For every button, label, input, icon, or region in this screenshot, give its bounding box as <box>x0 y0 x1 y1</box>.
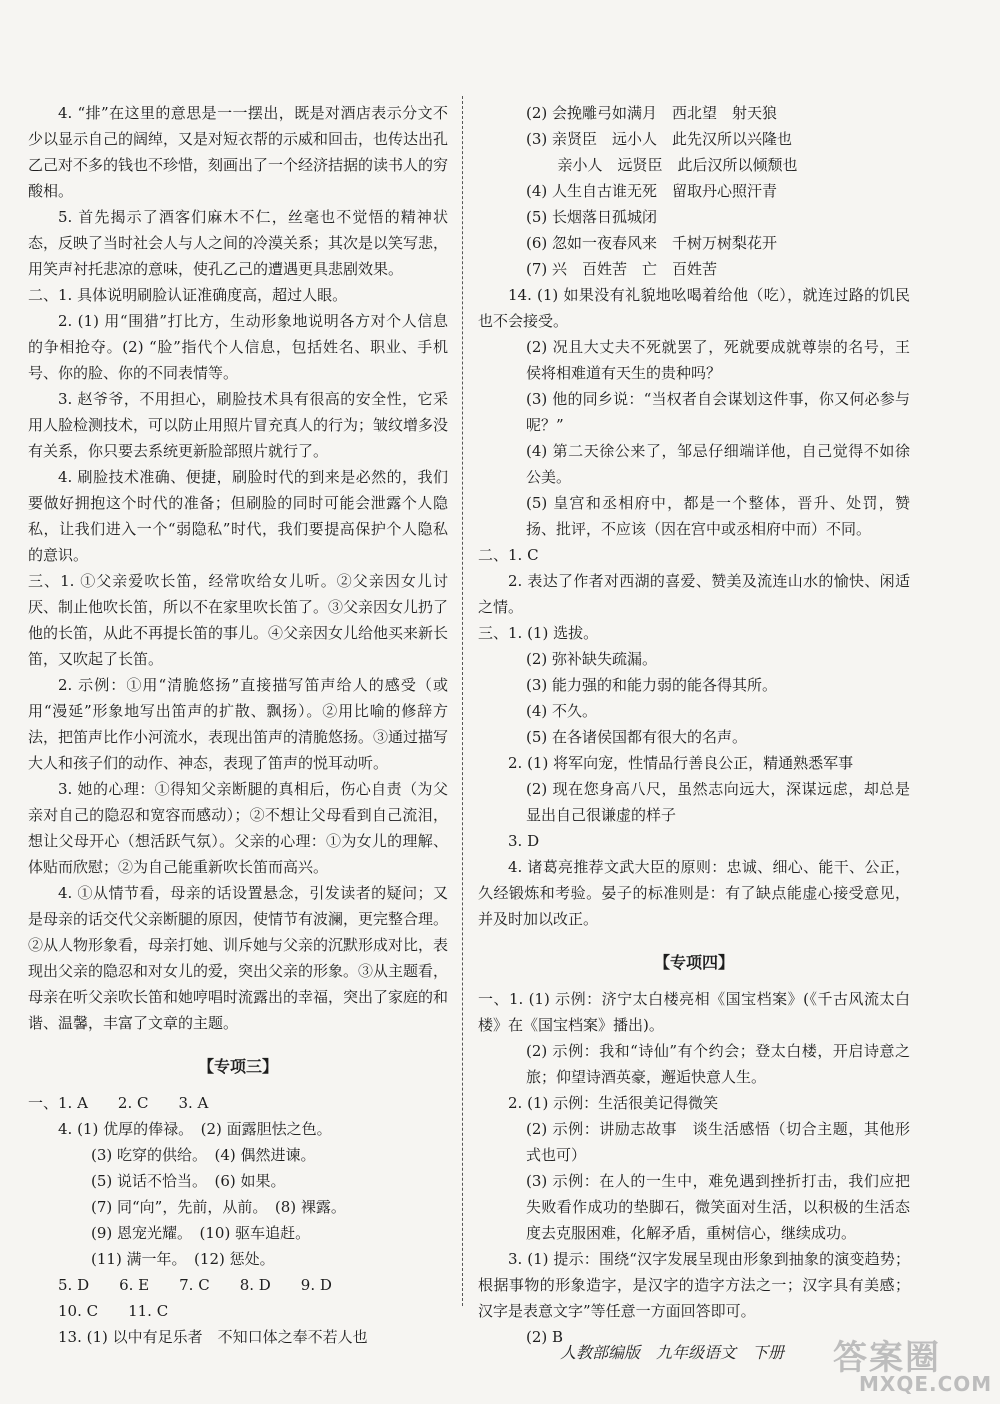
answer-paragraph: 4. ①从情节看，母亲的话设置悬念，引发读者的疑问；又是母亲的话交代父亲断腿的原因，使情节有波澜，更完整合理。②从人物形象看，母亲打她、训斥她与父亲的沉默形成对比，表现出父亲的隐忍和对女儿的爱，突出父亲的形象。③从主题看，母亲在听父亲吹长笛和她哼唱时流露出的幸福，突出了家庭的和谐、温馨，丰富了文章的主题。 <box>28 884 449 1032</box>
answer-paragraph: 3. 她的心理：①得知父亲断腿的真相后，伤心自责（为父亲对自己的隐忍和宽容而感动）；②不想让父母看到自己流泪，想让父母开心（想活跃气氛）。父亲的心理：①为女儿的理解、体贴而欣慰；②为自己能重新吹长笛而高兴。 <box>28 780 448 876</box>
answer-paragraph: 2. (1) 将军向宠，性情品行善良公正，精通熟悉军事 <box>508 754 854 772</box>
answer-line: (3) 能力强的和能力弱的能各得其所。 <box>526 676 778 694</box>
column-divider <box>462 96 463 1306</box>
answer-paragraph: 2. 示例：①用“清脆悠扬”直接描写笛声给人的感受（或用“漫延”形象地写出笛声的扩散、飘扬）。②用比喻的修辞方法，把笛声比作小河流水，表现出笛声的清脆悠扬。③通过描写大人和孩子们的动作、神态，表现了笛声的悦耳动听。 <box>28 676 449 772</box>
answer-line: (2) B <box>526 1328 564 1346</box>
answer-paragraph: (5) 皇宫和丞相府中，都是一个整体，晋升、处罚，赞扬、批评，不应该（因在宫中或丞相府中而）不同。 <box>526 494 910 538</box>
answer-paragraph: 一、1. (1) 示例：济宁太白楼亮相《国宝档案》(《千古风流太白楼》在《国宝档案》播出)。 <box>478 990 910 1034</box>
answer-line: (4) 不久。 <box>526 702 598 720</box>
answer-line: (5) 在各诸侯国都有很大的名声。 <box>526 728 748 746</box>
answer-paragraph: 2. (1) 用“围猎”打比方，生动形象地说明各方对个人信息的争相抢夺。(2) “脸”指代个人信息，包括姓名、职业、手机号、你的脸、你的不同表情等。 <box>28 312 448 382</box>
answer-paragraph: 4. 刷脸技术准确、便捷，刷脸时代的到来是必然的，我们要做好拥抱这个时代的准备；但刷脸的同时可能会泄露个人隐私，让我们进入一个“弱隐私”时代，我们要提高保护个人隐私的意识。 <box>28 468 448 564</box>
watermark-logo <box>815 1330 993 1396</box>
section-title-3: 【专项三】 <box>197 1057 278 1076</box>
answer-line: (2) 会挽雕弓如满月 西北望 射天狼 <box>526 104 778 122</box>
answer-paragraph: (2) 示例：讲励志故事 谈生活感悟（切合主题，其他形式也可） <box>526 1120 910 1164</box>
answer-paragraph: 三、1. ①父亲爱吹长笛，经常吹给女儿听。②父亲因女儿讨厌、制止他吹长笛，所以不在家里吹长笛了。③父亲因女儿扔了他的长笛，从此不再提长笛的事儿。④父亲因女儿给他买来新长笛，又吹起了长笛。 <box>28 572 449 668</box>
answer-line: 13. (1) 以中有足乐者 不知口体之奉不若人也 <box>58 1328 368 1346</box>
answer-line: 10. C 11. C <box>58 1302 169 1320</box>
section-title-4: 【专项四】 <box>653 953 734 972</box>
answer-paragraph: 3. 赵爷爷，不用担心，刷脸技术具有很高的安全性，它采用人脸检测技术，可以防止用照片冒充真人的行为；皱纹增多没有关系，你只要去系统更新脸部照片就行了。 <box>28 390 449 460</box>
answer-line: 亲小人 远贤臣 此后汉所以倾颓也 <box>557 156 798 174</box>
answer-line: (9) 恩宠光耀。 (10) 驱车追赶。 <box>91 1224 311 1242</box>
answer-line: 4. (1) 优厚的俸禄。 (2) 面露胆怯之色。 <box>58 1120 332 1138</box>
right-column <box>478 100 910 1350</box>
answer-paragraph: 3. (1) 提示：围绕“汉字发展呈现由形象到抽象的演变趋势；根据事物的形象造字，是汉字的造字方法之一；汉字具有美感；汉字是表意文字”等任意一方面回答即可。 <box>478 1250 910 1320</box>
answer-line: (7) 同“向”，先前，从前。 (8) 裸露。 <box>91 1198 346 1216</box>
answer-line: 5. D 6. E 7. C 8. D 9. D <box>58 1276 332 1294</box>
answer-paragraph: 二、1. 具体说明刷脸认证准确度高，超过人眼。 <box>28 286 348 304</box>
watermark-text: 答案圈 <box>833 1338 941 1378</box>
left-column <box>28 100 448 1350</box>
answer-line: 三、1. (1) 选拔。 <box>478 624 599 642</box>
answer-line: (4) 人生自古谁无死 留取丹心照汗青 <box>526 182 778 200</box>
watermark-url: MXQE.COM <box>859 1372 993 1396</box>
answer-line: (11) 满一年。 (12) 惩处。 <box>91 1250 275 1268</box>
answer-line: 一、1. A 2. C 3. A <box>28 1094 209 1112</box>
answer-paragraph: (4) 第二天徐公来了，邹忌仔细端详他，自己觉得不如徐公美。 <box>526 442 910 486</box>
answer-paragraph: (2) 况且大丈夫不死就罢了，死就要成就尊崇的名号，王侯将相难道有天生的贵种吗？ <box>526 338 910 382</box>
answer-line: (5) 长烟落日孤城闭 <box>526 208 658 226</box>
answer-line: (3) 亲贤臣 远小人 此先汉所以兴隆也 <box>526 130 793 148</box>
answer-paragraph: 14. (1) 如果没有礼貌地吆喝着给他（吃），就连过路的饥民也不会接受。 <box>478 286 910 330</box>
answer-paragraph: 5. 首先揭示了酒客们麻木不仁，丝毫也不觉悟的精神状态，反映了当时社会人与人之间的冷漠关系；其次是以笑写悲，用笑声衬托悲凉的意味，使孔乙己的遭遇更具悲剧效果。 <box>28 208 449 278</box>
answer-paragraph: (3) 示例：在人的一生中，难免遇到挫折打击，我们应把失败看作成功的垫脚石，微笑面对生活，以积极的生活态度去克服困难，化解矛盾，重树信心，继续成功。 <box>526 1172 910 1242</box>
answer-line: 2. (1) 示例：生活很美记得微笑 <box>508 1094 719 1112</box>
answer-line: 3. D <box>508 832 540 850</box>
answer-paragraph: (2) 现在您身高八尺，虽然志向远大，深谋远虑，却总是显出自己很谦虚的样子 <box>526 780 910 824</box>
answer-paragraph: 4. 诸葛亮推荐文武大臣的原则：忠诚、细心、能干、公正，久经锻炼和考验。晏子的标准则是：有了缺点能虚心接受意见，并及时加以改正。 <box>478 858 910 928</box>
answer-paragraph: 2. 表达了作者对西湖的喜爱、赞美及流连山水的愉快、闲适之情。 <box>478 572 910 616</box>
answer-paragraph: (3) 他的同乡说：“当权者自会谋划这件事，你又何必参与呢？” <box>526 390 910 434</box>
answer-line: (6) 忽如一夜春风来 千树万树梨花开 <box>526 234 778 252</box>
answer-line: 二、1. C <box>478 546 539 564</box>
answer-paragraph: (2) 示例：我和“诗仙”有个约会；登太白楼，开启诗意之旅；仰望诗酒英豪，邂逅快意人生。 <box>526 1042 910 1086</box>
answer-line: (7) 兴 百姓苦 亡 百姓苦 <box>526 260 718 278</box>
answer-line: (2) 弥补缺失疏漏。 <box>526 650 658 668</box>
answer-paragraph: 4. “排”在这里的意思是一一摆出，既是对酒店表示分文不少以显示自己的阔绰，又是对短衣帮的示威和回击，也传达出孔乙己对不多的钱也不珍惜，刻画出了一个经济拮据的读书人的穷酸相。 <box>28 104 449 200</box>
page-footer: 人教部编版 九年级语文 下册 <box>560 1343 785 1362</box>
answer-line: (3) 吃穿的供给。 (4) 偶然进谏。 <box>91 1146 316 1164</box>
answer-line: (5) 说话不恰当。 (6) 如果。 <box>91 1172 286 1190</box>
